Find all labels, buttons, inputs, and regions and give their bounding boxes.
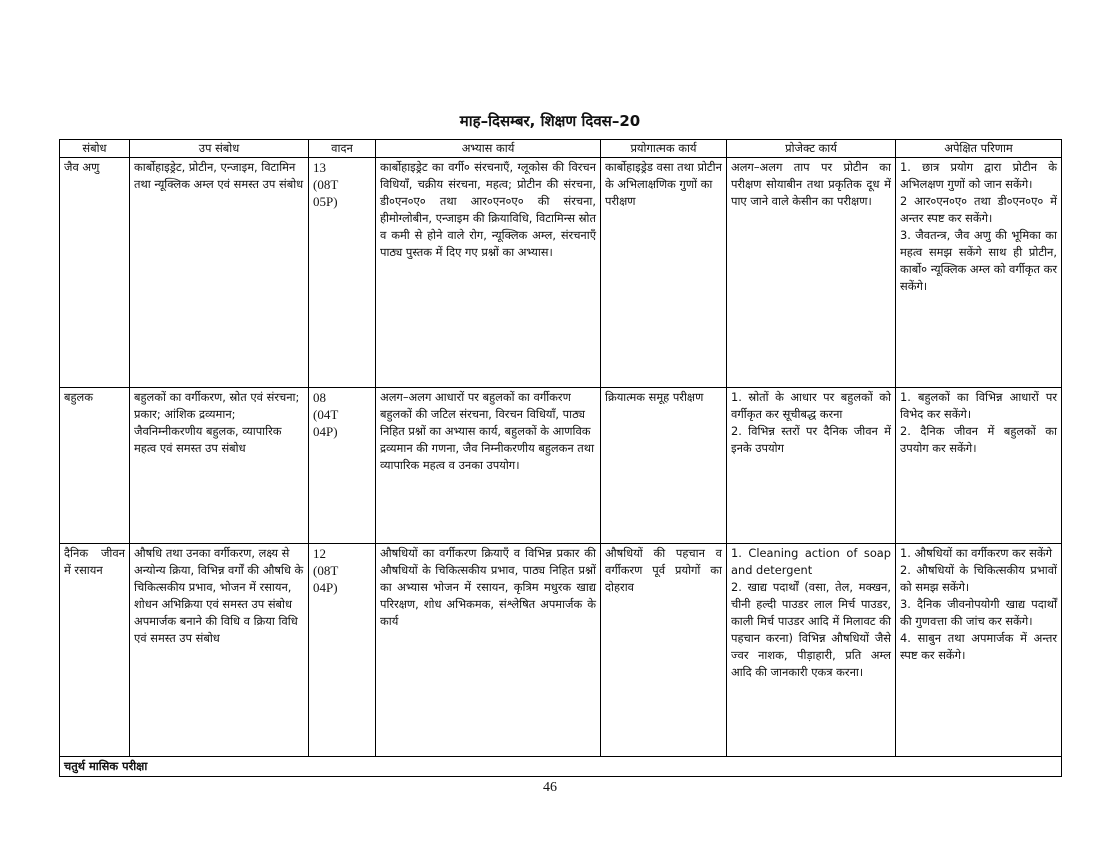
column-header-concept: संबोध [60, 140, 130, 158]
cell-practical: कार्बोहाइड्रेड वसा तथा प्रोटीन के अभिलाक्षणिक गुणों का परीक्षण [601, 158, 727, 388]
cell-project: 1. स्रोतों के आधार पर बहुलकों को वर्गीकृत कर सूचीबद्ध करना 2. विभिन्न स्तरों पर दैनिक जीवन में इनके उपयोग [727, 388, 896, 544]
page-title: माह–दिसम्बर, शिक्षण दिवस–20 [459, 112, 641, 130]
footer-row [60, 757, 1062, 777]
curriculum-table [59, 139, 1062, 777]
cell-sub-concept: बहुलकों का वर्गीकरण, स्रोत एवं संरचना; प्रकार; आंशिक द्रव्यमान; जैवनिम्नीकरणीय बहुलक, व्यापारिक महत्व एवं समस्त उप संबोध [130, 388, 309, 544]
page-number: 46 [543, 780, 557, 795]
table-row [60, 544, 1062, 757]
cell-exercise: अलग–अलग आधारों पर बहुलकों का वर्गीकरण बहुलकों की जटिल संरचना, विरचन विधियाँ, पाठ्य निहित प्रश्नों का अभ्यास कार्य, बहुलकों के आणविक द्रव्यमान की गणना, जैव निम्नीकरणीय बहुलकन तथा व्यापारिक महत्व व उनका उपयोग। [376, 388, 601, 544]
column-header-practical: प्रयोगात्मक कार्य [601, 140, 727, 158]
cell-concept: दैनिक जीवन में रसायन [60, 544, 130, 757]
column-header-outcome: अपेक्षित परिणाम [896, 140, 1062, 158]
column-header-project: प्रोजेक्ट कार्य [727, 140, 896, 158]
cell-concept: जैव अणु [60, 158, 130, 388]
cell-concept: बहुलक [60, 388, 130, 544]
cell-outcome: 1. छात्र प्रयोग द्वारा प्रोटीन के अभिलक्षण गुणों को जान सकेंगे। 2 आर०एन०ए० तथा डी०एन०ए० में अन्तर स्पष्ट कर सकेंगे। 3. जैवतन्त्र, जैव अणु की भूमिका का महत्व समझ सकेंगे साथ ही प्रोटीन, कार्बो० न्यूक्लिक अम्ल को वर्गीकृत कर सकेंगे। [896, 158, 1062, 388]
header-row [60, 140, 1062, 158]
cell-exercise: औषधियों का वर्गीकरण क्रियाएँ व विभिन्न प्रकार की औषधियों के चिकित्सकीय प्रभाव, पाठ्य निहित प्रश्नों का अभ्यास भोजन में रसायन, कृत्रिम मधुरक खाद्य परिरक्षण, शोध अभिकमक, संश्लेषित अपमार्जक के कार्य [376, 544, 601, 757]
table-row [60, 158, 1062, 388]
cell-practical: क्रियात्मक समूह परीक्षण [601, 388, 727, 544]
cell-periods: 12 (08T 04P) [309, 544, 376, 757]
column-header-sub-concept: उप संबोध [130, 140, 309, 158]
cell-project: 1. Cleaning action of soap and detergent 2. खाद्य पदार्थों (वसा, तेल, मक्खन, चीनी हल्दी पाउडर लाल मिर्च पाउडर, काली मिर्च पाउडर आदि में मिलावट की पहचान करना) विभिन्न औषधियों जैसे ज्वर नाशक, पीड़ाहारी, प्रति अम्ल आदि की जानकारी एकत्र करना। [727, 544, 896, 757]
cell-project: अलग–अलग ताप पर प्रोटीन का परीक्षण सोयाबीन तथा प्रकृतिक दूध में पाए जाने वाले केसीन का परीक्षण। [727, 158, 896, 388]
cell-outcome: 1. औषधियों का वर्गीकरण कर सकेंगे 2. औषधियों के चिकित्सकीय प्रभावों को समझ सकेंगे। 3. दैनिक जीवनोपयोगी खाद्य पदार्थों की गुणवत्ता की जांच कर सकेंगे। 4. साबुन तथा अपमार्जक में अन्तर स्पष्ट कर सकेंगे। [896, 544, 1062, 757]
cell-practical: औषधियों की पहचान व वर्गीकरण पूर्व प्रयोगों का दोहराव [601, 544, 727, 757]
monthly-exam-label: चतुर्थ मासिक परीक्षा [60, 757, 1062, 777]
column-header-periods: वादन [309, 140, 376, 158]
cell-exercise: कार्बोहाइड्रेट का वर्गी० संरचनाएँ, ग्लूकोस की विरचन विधियाँ, चक्रीय संरचना, महत्व; प्रोटीन की संरचना, डी०एन०ए० तथा आर०एन०ए० की संरचना, हीमोग्लोबीन, एन्जाइम की क्रियाविधि, विटामिन्स स्रोत व कमी से होने वाले रोग, न्यूक्लिक अम्ल, संरचनाएँ पाठ्य पुस्तक में दिए गए प्रश्नों का अभ्यास। [376, 158, 601, 388]
cell-outcome: 1. बहुलकों का विभिन्न आधारों पर विभेद कर सकेंगे। 2. दैनिक जीवन में बहुलकों का उपयोग कर सकेंगे। [896, 388, 1062, 544]
table-row [60, 388, 1062, 544]
cell-sub-concept: औषधि तथा उनका वर्गीकरण, लक्ष्य से अन्योन्य क्रिया, विभिन्न वर्गों की औषधि के चिकित्सकीय प्रभाव, भोजन में रसायन, शोधन अभिक्रिया एवं समस्त उप संबोध अपमार्जक बनाने की विधि व क्रिया विधि एवं समस्त उप संबोध [130, 544, 309, 757]
cell-sub-concept: कार्बोहाइड्रेट, प्रोटीन, एन्जाइम, विटामिन तथा न्यूक्लिक अम्ल एवं समस्त उप संबोध [130, 158, 309, 388]
cell-periods: 08 (04T 04P) [309, 388, 376, 544]
column-header-exercise: अभ्यास कार्य [376, 140, 601, 158]
cell-periods: 13 (08T 05P) [309, 158, 376, 388]
